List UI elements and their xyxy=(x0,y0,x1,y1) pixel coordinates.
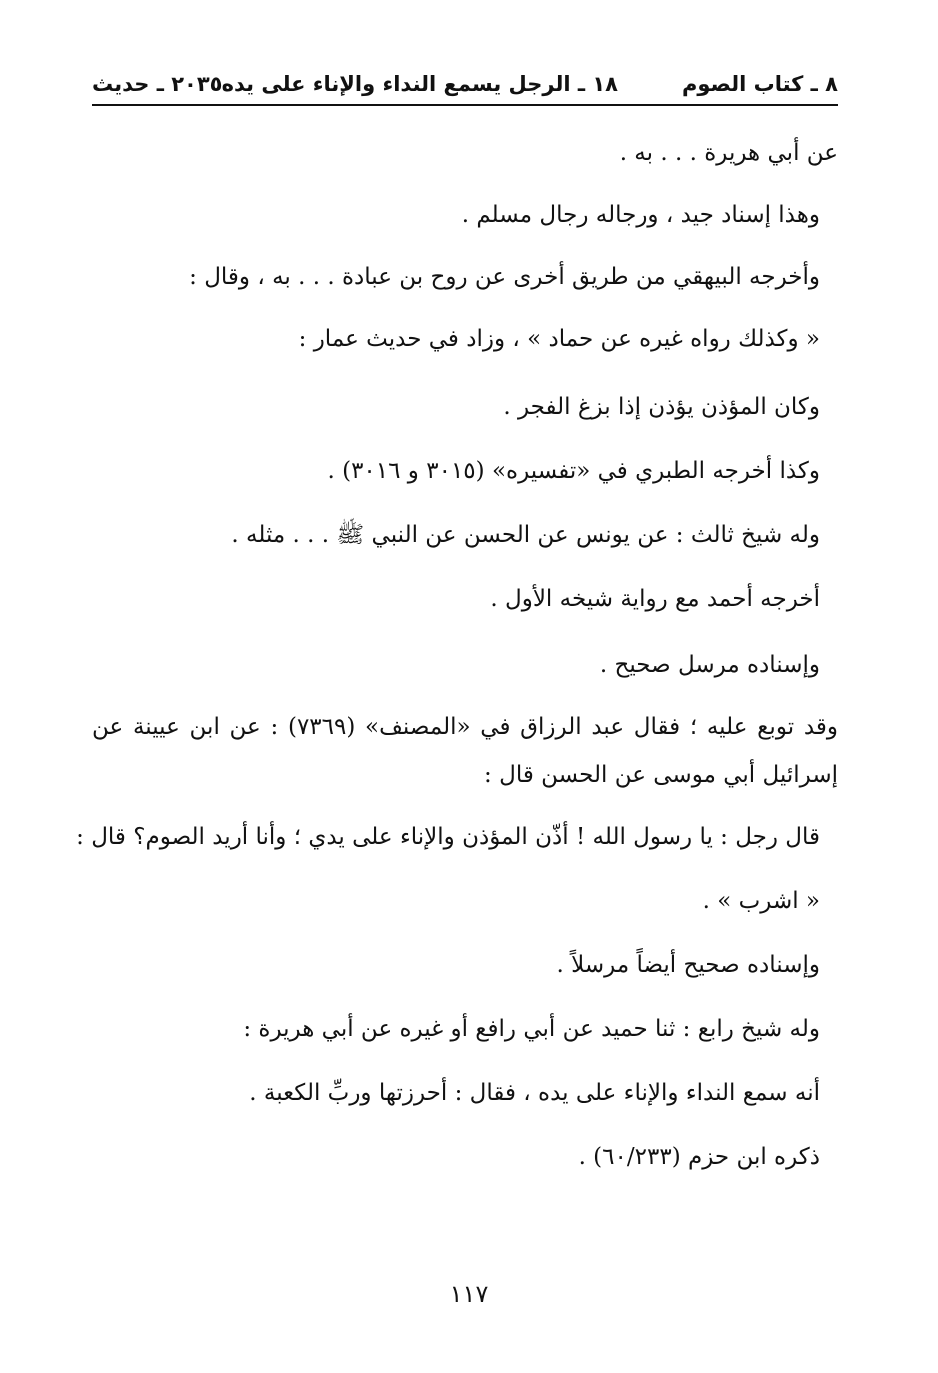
text-line: وقد توبع عليه ؛ فقال عبد الرزاق في «المصنف» (٧٣٦٩) : عن ابن عيينة عن xyxy=(92,714,838,740)
text-line: وكذا أخرجه الطبري في «تفسيره» (٣٠١٥ و ٣٠١٦) . xyxy=(327,458,820,484)
text-line: وأخرجه البيهقي من طريق أخرى عن روح بن عبادة . . . به ، وقال : xyxy=(189,264,820,290)
text-line: « وكذلك رواه غيره عن حماد » ، وزاد في حديث عمار : xyxy=(298,326,820,352)
text-line: ذكره ابن حزم (٦٠/٢٣٣) . xyxy=(578,1144,820,1170)
running-header xyxy=(92,66,838,106)
section-title: ١٨ ـ الرجل يسمع النداء والإناء على يده xyxy=(221,72,618,96)
text-line: أنه سمع النداء والإناء على يده ، فقال : أحرزتها وربِّ الكعبة . xyxy=(249,1080,820,1106)
text-line: عن أبي هريرة . . . به . xyxy=(619,140,838,166)
header-rule xyxy=(92,104,838,106)
text-line: وإسناده صحيح أيضاً مرسلاً . xyxy=(556,952,820,978)
hadith-number: ٢٠٣٥ ـ حديث xyxy=(92,72,223,96)
text-line: وله شيخ رابع : ثنا حميد عن أبي رافع أو غيره عن أبي هريرة : xyxy=(243,1016,820,1042)
text-line: قال رجل : يا رسول الله ! أذّن المؤذن والإناء على يدي ؛ وأنا أريد الصوم؟ قال : xyxy=(76,824,820,850)
text-line: وإسناده مرسل صحيح . xyxy=(599,652,820,678)
text-line: وكان المؤذن يؤذن إذا بزغ الفجر . xyxy=(503,394,820,420)
text-line: وهذا إسناد جيد ، ورجاله رجال مسلم . xyxy=(461,202,820,228)
text-line: إسرائيل أبي موسى عن الحسن قال : xyxy=(484,762,838,788)
page-number: ١١٧ xyxy=(449,1280,489,1308)
chapter-title: ٨ ـ كتاب الصوم xyxy=(681,72,838,96)
text-line: « اشرب » . xyxy=(702,888,820,914)
text-line: وله شيخ ثالث : عن يونس عن الحسن عن النبي ﷺ . . . مثله . xyxy=(231,522,820,548)
text-line: أخرجه أحمد مع رواية شيخه الأول . xyxy=(490,586,820,612)
